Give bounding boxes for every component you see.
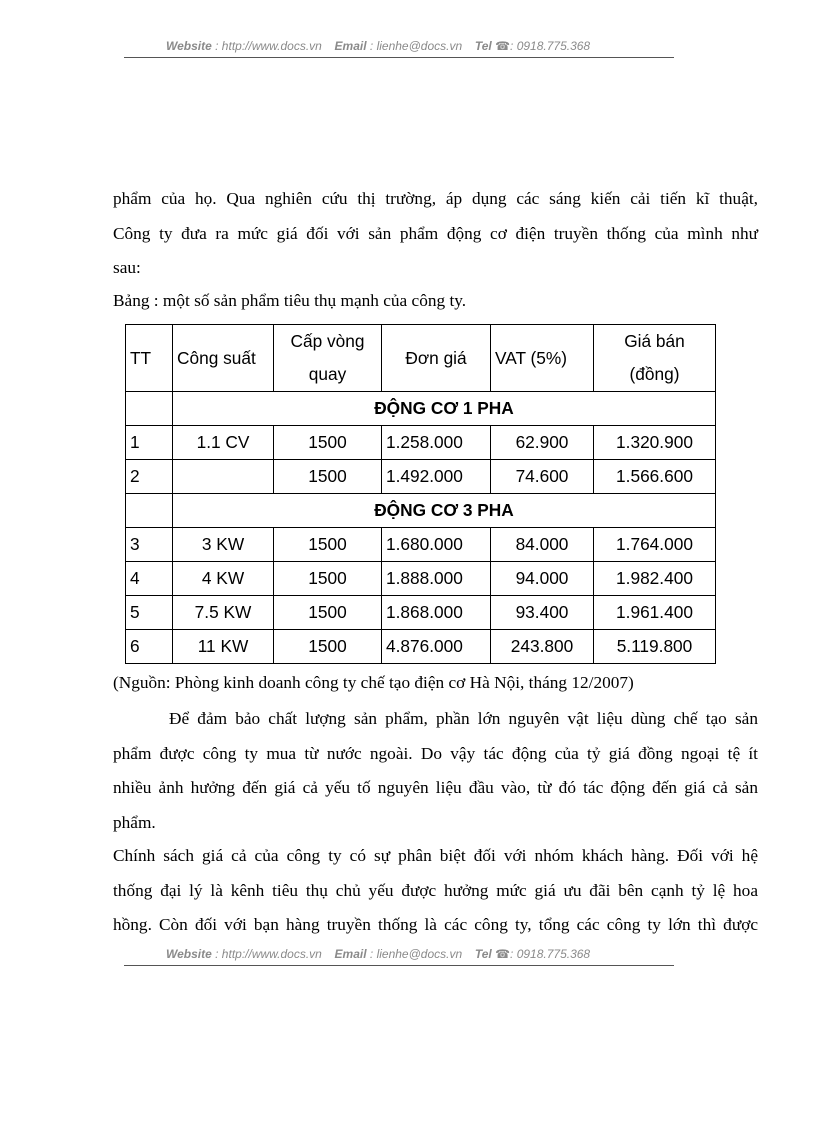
header-cell-sale-price: Giá bán (đồng) — [594, 325, 716, 392]
header-website-label: Website — [166, 39, 212, 53]
footer-tel-value: : 0918.775.368 — [510, 947, 591, 961]
paragraph-line: phẩm được công ty mua từ nước ngoài. Do vậy tác động của tỷ giá đồng ngoại tệ ít — [113, 743, 758, 763]
cell-speed: 1500 — [274, 562, 382, 596]
cell-tt: 1 — [126, 426, 173, 460]
paragraph-intro — [113, 182, 758, 286]
cell-sale-price: 1.764.000 — [594, 528, 716, 562]
paragraph-line: sau: — [113, 258, 141, 277]
cell-speed: 1500 — [274, 528, 382, 562]
cell-vat: 74.600 — [491, 460, 594, 494]
header-cell-vat: VAT (5%) — [491, 325, 594, 392]
cell-power: 3 KW — [173, 528, 274, 562]
cell-sale-price: 1.982.400 — [594, 562, 716, 596]
header-email-value[interactable]: : lienhe@docs.vn — [369, 39, 463, 53]
table-caption: Bảng : một số sản phẩm tiêu thụ mạnh của công ty. — [113, 291, 467, 310]
table-row — [126, 596, 716, 630]
paragraph-pricing-policy — [113, 839, 758, 943]
paragraph-line: hồng. Còn đối với bạn hàng truyền thống là các công ty, tổng các công ty lớn thì được — [113, 915, 758, 934]
table-row — [126, 562, 716, 596]
footer-tel-label: Tel — [474, 947, 492, 961]
header-cell-tt: TT — [126, 325, 173, 392]
paragraph-materials — [113, 702, 758, 840]
phone-icon: ☎ — [495, 947, 511, 961]
header-tel-label: Tel — [474, 39, 492, 53]
source-note: (Nguồn: Phòng kinh doanh công ty chế tạo điện cơ Hà Nội, tháng 12/2007) — [113, 673, 634, 692]
table-header-row — [126, 325, 716, 392]
phone-icon: ☎ — [495, 39, 511, 53]
cell-vat: 84.000 — [491, 528, 594, 562]
cell-unit-price: 1.868.000 — [382, 596, 491, 630]
cell-unit-price: 1.492.000 — [382, 460, 491, 494]
cell-sale-price: 5.119.800 — [594, 630, 716, 664]
paragraph-line: phẩm. — [113, 812, 156, 832]
cell-sale-price: 1.961.400 — [594, 596, 716, 630]
cell-vat: 62.900 — [491, 426, 594, 460]
paragraph-line: Để đảm bảo chất lượng sản phẩm, phần lớn nguyên vật liệu dùng chế tạo sản — [169, 709, 758, 728]
cell-tt: 5 — [126, 596, 173, 630]
cell-unit-price: 1.680.000 — [382, 528, 491, 562]
footer-website-label: Website — [166, 947, 212, 961]
header-tel-value: : 0918.775.368 — [510, 39, 591, 53]
paragraph-line: phẩm của họ. Qua nghiên cứu thị trường, áp dụng các sáng kiến cải tiến kĩ thuật, — [113, 189, 758, 208]
group-label-1-phase: ĐỘNG CƠ 1 PHA — [173, 392, 716, 426]
price-table — [125, 324, 716, 664]
cell-power: 4 KW — [173, 562, 274, 596]
header-website-value[interactable]: : http://www.docs.vn — [215, 39, 322, 53]
cell-vat: 243.800 — [491, 630, 594, 664]
paragraph-line: Công ty đưa ra mức giá đối với sản phẩm động cơ điện truyền thống của mình như — [113, 223, 758, 243]
cell-unit-price: 1.258.000 — [382, 426, 491, 460]
cell-speed: 1500 — [274, 426, 382, 460]
cell-tt: 6 — [126, 630, 173, 664]
cell-sale-price: 1.566.600 — [594, 460, 716, 494]
cell-vat: 93.400 — [491, 596, 594, 630]
paragraph-line: Chính sách giá cả của công ty có sự phân biệt đối với nhóm khách hàng. Đối với hệ — [113, 846, 758, 865]
cell-sale-price: 1.320.900 — [594, 426, 716, 460]
group-row — [126, 494, 716, 528]
table-row — [126, 426, 716, 460]
table-row — [126, 528, 716, 562]
cell-power: 11 KW — [173, 630, 274, 664]
cell-unit-price: 4.876.000 — [382, 630, 491, 664]
header-cell-speed: Cấp vòng quay — [274, 325, 382, 392]
cell-tt: 4 — [126, 562, 173, 596]
header-cell-unit-price: Đơn giá — [382, 325, 491, 392]
cell-speed: 1500 — [274, 460, 382, 494]
cell-power: 1.1 CV — [173, 426, 274, 460]
paragraph-line: thống đại lý là kênh tiêu thụ chủ yếu được hưởng mức giá ưu đãi bên cạnh tỷ lệ hoa — [113, 880, 758, 900]
header-divider — [124, 57, 674, 58]
cell-speed: 1500 — [274, 596, 382, 630]
header-cell-power: Công suất — [173, 325, 274, 392]
paragraph-line: nhiều ảnh hưởng đến giá cả yếu tố nguyên liệu đầu vào, từ đó tác động đến giá cả sản — [113, 778, 758, 797]
cell-power: 7.5 KW — [173, 596, 274, 630]
cell-tt: 2 — [126, 460, 173, 494]
header-email-label: Email — [334, 39, 367, 53]
cell-vat: 94.000 — [491, 562, 594, 596]
cell-tt: 3 — [126, 528, 173, 562]
table-row — [126, 460, 716, 494]
cell-speed: 1500 — [274, 630, 382, 664]
group-row — [126, 392, 716, 426]
table-row — [126, 630, 716, 664]
cell-power — [173, 460, 274, 494]
group-label-3-phase: ĐỘNG CƠ 3 PHA — [173, 494, 716, 528]
cell-unit-price: 1.888.000 — [382, 562, 491, 596]
footer-email-label: Email — [334, 947, 367, 961]
footer-website-value[interactable]: : http://www.docs.vn — [215, 947, 322, 961]
footer-email-value[interactable]: : lienhe@docs.vn — [369, 947, 463, 961]
footer-divider — [124, 965, 674, 966]
